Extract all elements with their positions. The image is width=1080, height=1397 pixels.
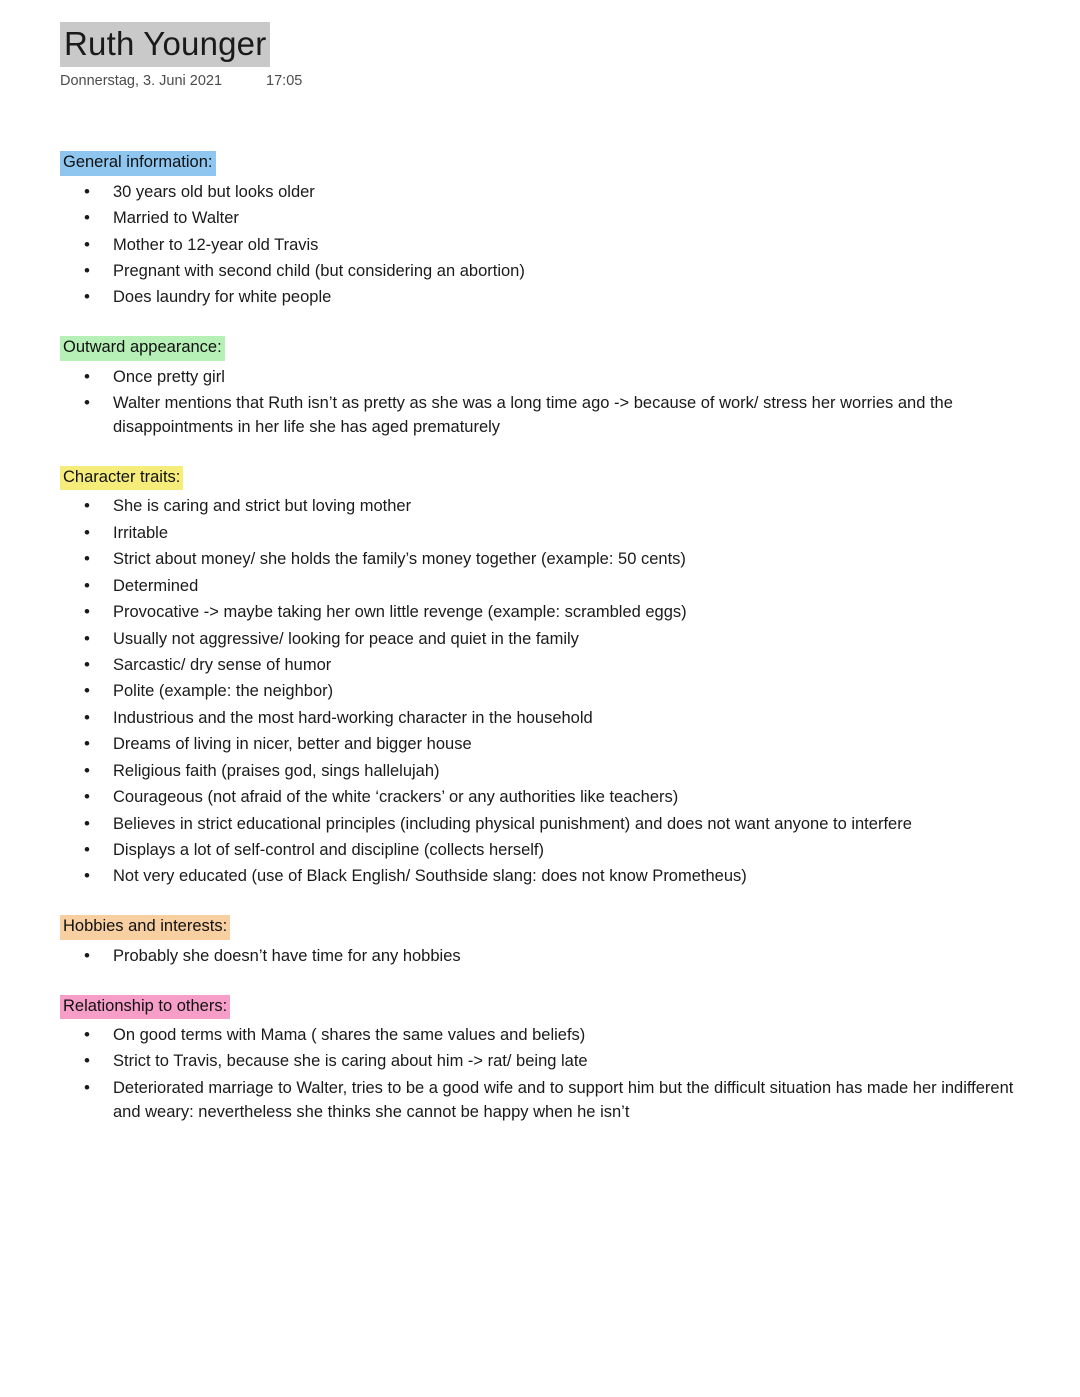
list-item: • Not very educated (use of Black English/ Southside slang: does not know Prometheus) <box>60 865 1020 889</box>
section-heading: Character traits: <box>60 466 183 490</box>
note-section <box>60 466 1020 889</box>
list-item: • Probably she doesn’t have time for any hobbies <box>60 945 1020 969</box>
note-date: Donnerstag, 3. Juni 2021 <box>60 73 223 90</box>
list-item: • Determined <box>60 575 1020 599</box>
list-item: • Mother to 12-year old Travis <box>60 234 1020 258</box>
list-item: • Pregnant with second child (but considering an abortion) <box>60 260 1020 284</box>
note-section <box>60 336 1020 440</box>
note-time: 17:05 <box>266 73 303 90</box>
list-item: • Walter mentions that Ruth isn’t as pretty as she was a long time ago -> because of work/ stress her worries and the disappointments in her life she has aged prematurely <box>60 392 1020 440</box>
list-item: • Strict to Travis, because she is caring about him -> rat/ being late <box>60 1050 1020 1074</box>
list-item: • Does laundry for white people <box>60 286 1020 310</box>
bullet-list <box>60 1024 1020 1125</box>
list-item: • Dreams of living in nicer, better and bigger house <box>60 733 1020 757</box>
section-heading: Hobbies and interests: <box>60 915 230 939</box>
list-item: • Irritable <box>60 522 1020 546</box>
note-metadata <box>60 73 1020 89</box>
list-item: • Provocative -> maybe taking her own little revenge (example: scrambled eggs) <box>60 601 1020 625</box>
note-body <box>60 151 1020 1125</box>
list-item: • Displays a lot of self-control and discipline (collects herself) <box>60 839 1020 863</box>
note-section <box>60 995 1020 1125</box>
list-item: • Courageous (not afraid of the white ‘crackers’ or any authorities like teachers) <box>60 786 1020 810</box>
bullet-list <box>60 366 1020 440</box>
list-item: • Deteriorated marriage to Walter, tries to be a good wife and to support him but the difficult situation has made her indifferent and weary: nevertheless she thinks she cannot be happy when he isn’t <box>60 1077 1020 1125</box>
bullet-list <box>60 495 1020 889</box>
list-item: • Sarcastic/ dry sense of humor <box>60 654 1020 678</box>
section-heading: General information: <box>60 151 216 175</box>
list-item: • Strict about money/ she holds the family’s money together (example: 50 cents) <box>60 548 1020 572</box>
list-item: • Believes in strict educational principles (including physical punishment) and does not want anyone to interfere <box>60 813 1020 837</box>
section-heading: Outward appearance: <box>60 336 225 360</box>
list-item: • Polite (example: the neighbor) <box>60 680 1020 704</box>
section-heading: Relationship to others: <box>60 995 230 1019</box>
page-title: Ruth Younger <box>60 22 270 67</box>
list-item: • Married to Walter <box>60 207 1020 231</box>
note-section <box>60 151 1020 310</box>
list-item: • Once pretty girl <box>60 366 1020 390</box>
bullet-list <box>60 945 1020 969</box>
bullet-list <box>60 181 1020 311</box>
list-item: • 30 years old but looks older <box>60 181 1020 205</box>
title-row <box>60 22 1020 67</box>
list-item: • She is caring and strict but loving mother <box>60 495 1020 519</box>
list-item: • Religious faith (praises god, sings hallelujah) <box>60 760 1020 784</box>
list-item: • Industrious and the most hard-working character in the household <box>60 707 1020 731</box>
list-item: • Usually not aggressive/ looking for peace and quiet in the family <box>60 628 1020 652</box>
note-section <box>60 915 1020 968</box>
list-item: • On good terms with Mama ( shares the same values and beliefs) <box>60 1024 1020 1048</box>
